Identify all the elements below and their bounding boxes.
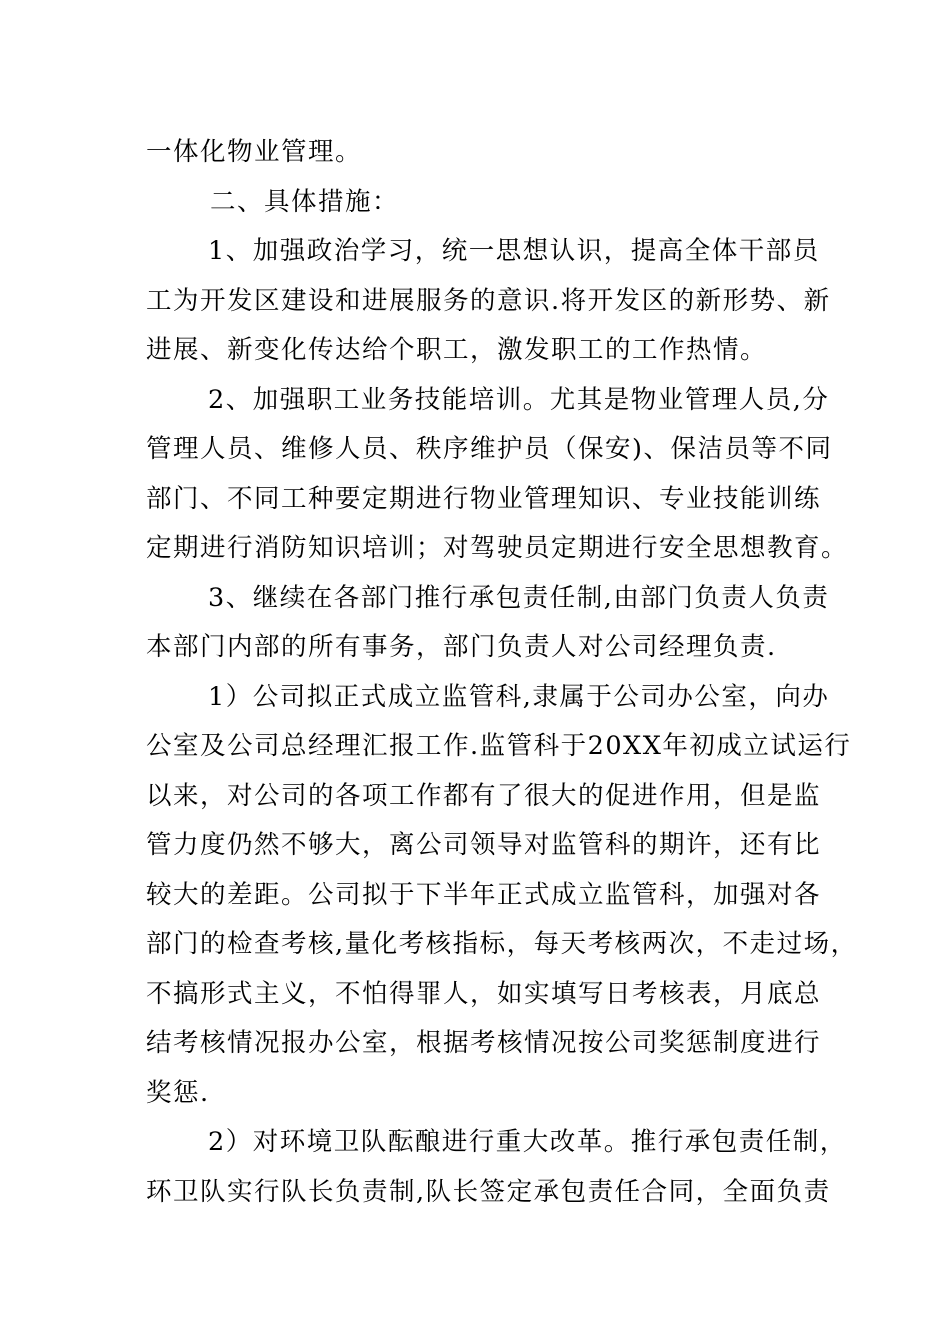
- text-line: 3、继续在各部门推行承包责任制,由部门负责人负责: [208, 582, 830, 613]
- text-line: 本部门内部的所有事务，部门负责人对公司经理负责.: [146, 632, 777, 662]
- text-line: 管理人员、维修人员、秩序维护员（保安)、保洁员等不同: [146, 434, 833, 464]
- text-line: 较大的差距。公司拟于下半年正式成立监管科，加强对各: [146, 879, 822, 910]
- text-line: 1）公司拟正式成立监管科,隶属于公司办公室，向办: [208, 681, 830, 712]
- text-line: 部门、不同工种要定期进行物业管理知识、专业技能训练: [146, 483, 822, 514]
- text-line: 进展、新变化传达给个职工，激发职工的工作热情。: [146, 335, 768, 365]
- text-line: 环卫队实行队长负责制,队长签定承包责任合同，全面负责: [146, 1176, 831, 1207]
- document-body: [146, 128, 858, 1217]
- text-line: 2、加强职工业务技能培训。尤其是物业管理人员,分: [208, 384, 830, 415]
- text-line: 以来，对公司的各项工作都有了很大的促进作用，但是监: [146, 780, 822, 811]
- text-line: 公室及公司总经理汇报工作.监管科于20XX年初成立试运行: [146, 731, 852, 761]
- text-line: 部门的检查考核,量化考核指标，每天考核两次，不走过场，: [146, 929, 858, 959]
- text-line: 1、加强政治学习，统一思想认识，提高全体干部员: [208, 236, 820, 266]
- text-line: 奖惩.: [146, 1077, 210, 1108]
- text-line: 工为开发区建设和进展服务的意识.将开发区的新形势、新: [146, 285, 831, 316]
- text-line: 不搞形式主义，不怕得罪人，如实填写日考核表，月底总: [146, 978, 822, 1009]
- text-line: 管力度仍然不够大，离公司领导对监管科的期许，还有比: [146, 830, 822, 860]
- text-line: 定期进行消防知识培训；对驾驶员定期进行安全思想教育。: [146, 533, 849, 563]
- section-heading: 二、具体措施：: [210, 186, 400, 217]
- text-line: 结考核情况报办公室，根据考核情况按公司奖惩制度进行: [146, 1028, 822, 1058]
- text-line: 2）对环境卫队酝酿进行重大改革。推行承包责任制，: [208, 1127, 847, 1157]
- text-line: 一体化物业管理。: [146, 137, 363, 167]
